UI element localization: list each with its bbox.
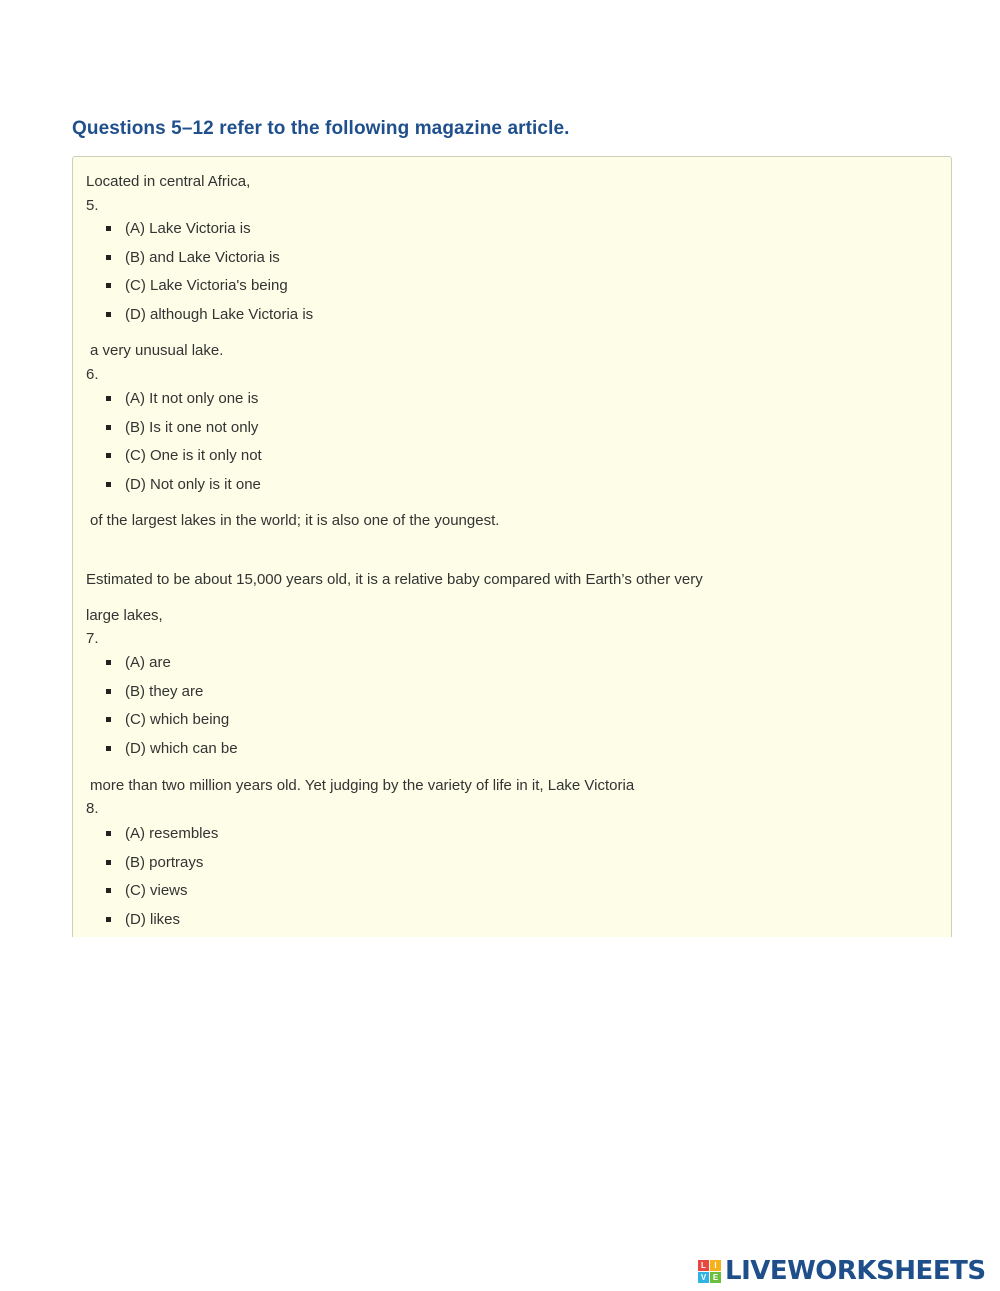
logo-block-i: I xyxy=(710,1260,721,1271)
logo-blocks-icon xyxy=(698,1260,721,1283)
option-q7-a[interactable] xyxy=(106,648,238,677)
bullet-icon xyxy=(106,831,111,836)
bullet-icon xyxy=(106,226,111,231)
option-label: (C) One is it only not xyxy=(125,447,262,465)
bullet-icon xyxy=(106,689,111,694)
option-q5-d[interactable] xyxy=(106,300,313,329)
option-label: (A) resembles xyxy=(125,824,219,842)
option-q5-c[interactable] xyxy=(106,271,313,300)
article-text-para2-line1: Estimated to be about 15,000 years old, it is a relative baby compared with Earth’s other very xyxy=(86,571,703,588)
option-label: (D) which can be xyxy=(125,739,238,757)
logo-text: LIVEWORKSHEETS xyxy=(725,1256,986,1286)
option-label: (C) views xyxy=(125,882,188,900)
question-number-5: 5. xyxy=(86,197,99,214)
option-label: (A) are xyxy=(125,653,171,671)
bullet-icon xyxy=(106,660,111,665)
option-label: (B) they are xyxy=(125,682,204,700)
option-q8-a[interactable] xyxy=(106,819,218,848)
option-label: (B) Is it one not only xyxy=(125,418,259,436)
article-panel xyxy=(72,156,952,937)
options-list-q6 xyxy=(106,384,262,499)
bullet-icon xyxy=(106,482,111,487)
bullet-icon xyxy=(106,283,111,288)
options-list-q8 xyxy=(106,819,218,934)
option-label: (A) It not only one is xyxy=(125,389,259,407)
option-q6-c[interactable] xyxy=(106,441,262,470)
bullet-icon xyxy=(106,453,111,458)
option-q6-b[interactable] xyxy=(106,413,262,442)
options-list-q7 xyxy=(106,648,238,763)
article-text-after-5: a very unusual lake. xyxy=(90,342,224,359)
bullet-icon xyxy=(106,396,111,401)
logo-block-l: L xyxy=(698,1260,709,1271)
option-label: (B) and Lake Victoria is xyxy=(125,248,280,266)
option-q6-a[interactable] xyxy=(106,384,262,413)
option-label: (D) likes xyxy=(125,910,180,928)
option-q8-b[interactable] xyxy=(106,848,218,877)
option-q6-d[interactable] xyxy=(106,470,262,499)
option-q8-c[interactable] xyxy=(106,876,218,905)
bullet-icon xyxy=(106,888,111,893)
bullet-icon xyxy=(106,746,111,751)
bullet-icon xyxy=(106,255,111,260)
option-label: (C) Lake Victoria's being xyxy=(125,277,288,295)
logo-block-v: V xyxy=(698,1272,709,1283)
page-title: Questions 5–12 refer to the following magazine article. xyxy=(72,118,570,139)
option-label: (D) although Lake Victoria is xyxy=(125,305,314,323)
logo-block-e: E xyxy=(710,1272,721,1283)
option-q7-b[interactable] xyxy=(106,677,238,706)
option-label: (A) Lake Victoria is xyxy=(125,219,251,237)
question-number-6: 6. xyxy=(86,366,99,383)
option-q8-d[interactable] xyxy=(106,905,218,934)
option-label: (B) portrays xyxy=(125,853,204,871)
option-label: (C) which being xyxy=(125,711,230,729)
option-q5-b[interactable] xyxy=(106,243,313,272)
options-list-q5 xyxy=(106,214,313,329)
bullet-icon xyxy=(106,717,111,722)
article-text-intro: Located in central Africa, xyxy=(86,173,251,190)
bullet-icon xyxy=(106,312,111,317)
bullet-icon xyxy=(106,917,111,922)
bullet-icon xyxy=(106,425,111,430)
question-number-7: 7. xyxy=(86,630,99,647)
option-label: (D) Not only is it one xyxy=(125,475,261,493)
article-text-after-7: more than two million years old. Yet judging by the variety of life in it, Lake Victoria xyxy=(90,777,635,794)
option-q7-d[interactable] xyxy=(106,734,238,763)
liveworksheets-logo xyxy=(698,1256,986,1286)
article-text-para2-line2: large lakes, xyxy=(86,607,163,624)
article-text-after-6: of the largest lakes in the world; it is also one of the youngest. xyxy=(90,512,500,529)
option-q7-c[interactable] xyxy=(106,705,238,734)
option-q5-a[interactable] xyxy=(106,214,313,243)
bullet-icon xyxy=(106,860,111,865)
question-number-8: 8. xyxy=(86,800,99,817)
